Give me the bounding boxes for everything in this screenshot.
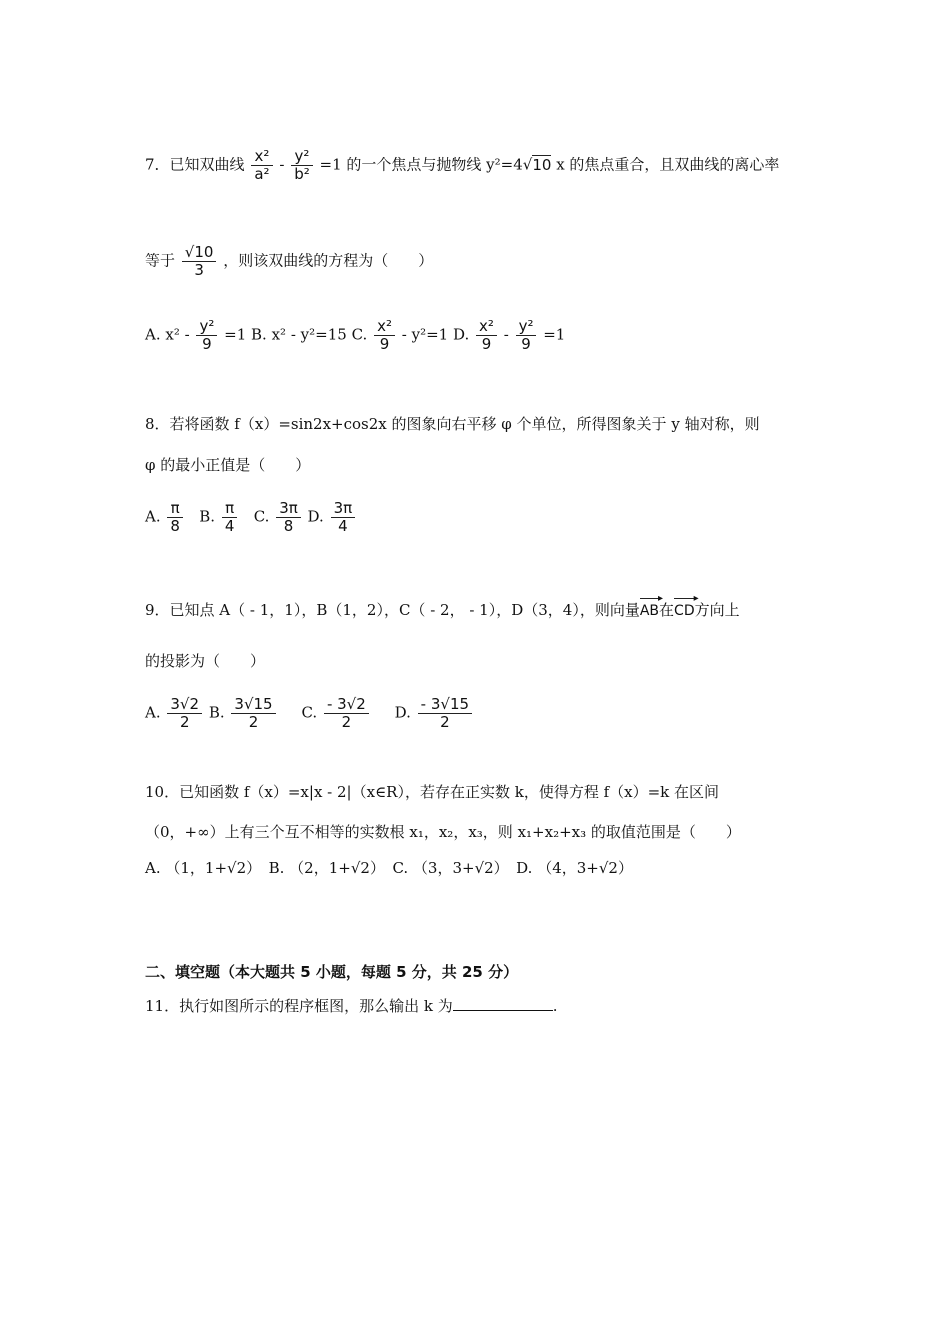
q9-option-d-frac: $\frac{- 3√15}{2}$ — [418, 696, 472, 731]
vector-ab: AB ▸ — [640, 597, 659, 621]
q10-options: A. （1，1+√2） B. （2，1+√2） C. （3，3+√2） D. （4，3+√2） — [145, 859, 633, 877]
q8-line1: 8．若将函数 f（x）=sin2x+cos2x 的图象向右平移 φ 个单位，所得图象关于 y 轴对称，则 — [145, 415, 760, 433]
q7-option-c-rest: - y²=1 — [401, 325, 449, 344]
q7-frac-ecc: $\frac{√10}{3}$ — [182, 244, 217, 279]
q9-option-b: B. — [208, 703, 225, 722]
q9-text-b: 方向上 — [694, 601, 740, 619]
q9-option-b-frac: $\frac{3√15}{2}$ — [231, 696, 275, 731]
q9-option-d: D. — [394, 703, 411, 722]
sqrt-symbol: √ — [522, 155, 533, 174]
q9-text-a: 9．已知点 A（ - 1，1），B（1，2），C（ - 2， - 1），D（3，4），则向量 — [145, 601, 640, 619]
q7-frac-y2b2: $\frac{\text{y²}}{\text{b²}}$ — [291, 148, 313, 183]
q7-option-d-rest: =1 — [543, 325, 566, 344]
q7-radicand: 10 — [532, 155, 552, 174]
q8-option-a-frac: $\frac{\pi}{8}$ — [167, 500, 183, 535]
q9-text-mid: 在 — [659, 601, 675, 619]
q8-option-b-frac: $\frac{\pi}{4}$ — [222, 500, 238, 535]
q7-text-b: =1 的一个焦点与抛物线 y²=4 — [319, 155, 523, 174]
q7-line1 — [145, 148, 779, 183]
answer-blank[interactable] — [453, 996, 553, 1011]
q8-option-d: D. — [307, 507, 324, 526]
q7-frac-x2a2: $\frac{\text{x²}}{\text{a²}}$ — [251, 148, 272, 183]
q9-line2: 的投影为（ ） — [145, 652, 266, 670]
q10-line2: （0，+∞）上有三个互不相等的实数根 x₁，x₂，x₃，则 x₁+x₂+x₃ 的取值范围是（ ） — [145, 823, 741, 841]
q7-option-d: D. — [452, 325, 470, 344]
q8-option-c-frac: $\frac{3\pi}{8}$ — [276, 500, 301, 535]
q7-text-eq: 等于 — [145, 251, 176, 270]
q7-text-c: x 的焦点重合，且双曲线的离心率 — [556, 155, 780, 174]
q7-minus: - — [279, 155, 285, 174]
q9-option-a-frac: $\frac{3√2}{2}$ — [167, 696, 202, 731]
q9-options — [145, 696, 474, 731]
q11-period: . — [552, 997, 558, 1015]
q7-options — [145, 318, 565, 353]
q7-option-a: A. x² - — [145, 325, 195, 344]
q7-option-b: B. x² - y²=15 — [251, 325, 347, 344]
q7-option-d-minus: - — [503, 325, 509, 344]
q8-option-a: A. — [145, 507, 161, 526]
q9-line1 — [145, 597, 740, 621]
q8-line2: φ 的最小正值是（ ） — [145, 456, 311, 474]
q9-option-a: A. — [145, 703, 161, 722]
q9-option-c-frac: $\frac{- 3√2}{2}$ — [324, 696, 369, 731]
q7-option-a-frac: $\frac{\text{y²}}{9}$ — [196, 318, 217, 353]
q7-option-d-frac1: $\frac{\text{x²}}{9}$ — [476, 318, 497, 353]
section-heading: 二、填空题（本大题共 5 小题，每题 5 分，共 25 分） — [145, 963, 519, 981]
q7-option-a-rest: =1 — [224, 325, 247, 344]
q10-line1: 10．已知函数 f（x）=x|x - 2|（x∈R），若存在正实数 k，使得方程 f（x）=k 在区间 — [145, 783, 720, 801]
q7-option-d-frac2: $\frac{\text{y²}}{9}$ — [516, 318, 537, 353]
q8-options — [145, 500, 357, 535]
q8-option-d-frac: $\frac{3\pi}{4}$ — [331, 500, 356, 535]
q9-option-c: C. — [301, 703, 318, 722]
vector-cd: CD ▸ — [674, 597, 695, 621]
q7-line2 — [145, 244, 433, 279]
q7-option-c: C. — [351, 325, 368, 344]
q7-question: ，则该双曲线的方程为（ ） — [223, 251, 434, 270]
q11-line — [145, 996, 558, 1016]
q7-option-c-frac: $\frac{\text{x²}}{9}$ — [374, 318, 395, 353]
q8-option-b: B. — [199, 507, 216, 526]
q8-option-c: C. — [253, 507, 270, 526]
q11-text: 11．执行如图所示的程序框图，那么输出 k 为 — [145, 997, 453, 1015]
q7-text-a: 7．已知双曲线 — [145, 155, 245, 174]
